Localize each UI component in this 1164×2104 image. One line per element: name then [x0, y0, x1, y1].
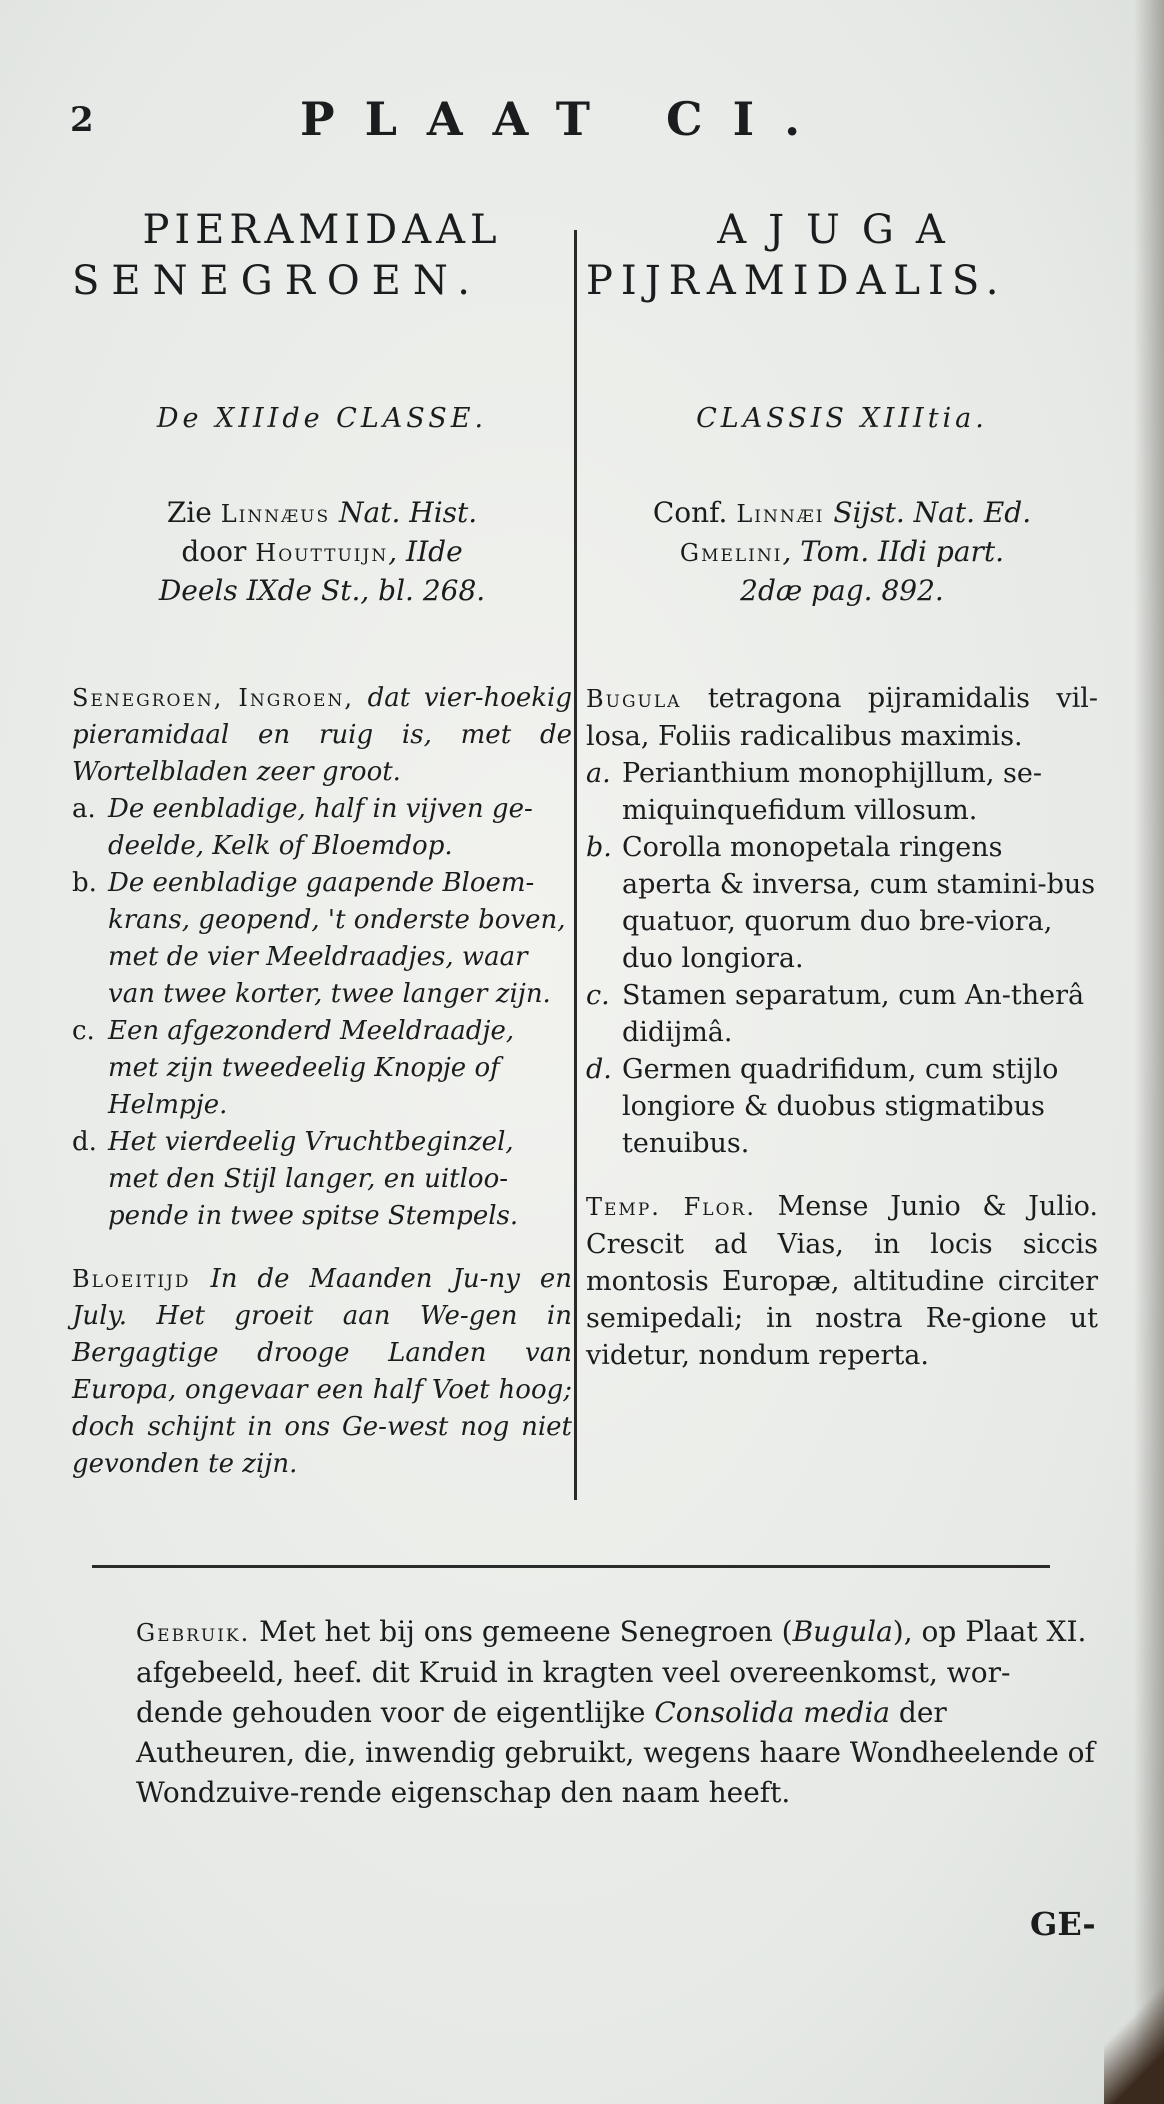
left-ref-author: Linnæus — [220, 500, 331, 528]
right-item-b — [586, 829, 1098, 977]
left-ref-translator: Houttuijn — [255, 539, 389, 567]
right-reference — [586, 494, 1098, 610]
right-item-label: a. — [586, 758, 611, 789]
usage-text: der Autheuren, die, inwendig gebruikt, wegens haare Wondheelende of Wondzuive-rende eigenschap den naam heeft. — [136, 1696, 1095, 1809]
right-desc-lead: Bugula — [586, 685, 682, 713]
usage-latin-name: Bugula — [792, 1615, 893, 1648]
left-item-text: De eenbladige gaapende Bloem-krans, geopend, 't onderste boven, met de vier Meeldraadjes, waar van twee korter, twee langer zijn. — [108, 868, 566, 1009]
right-item-text: Perianthium monophijllum, se-miquinquefidum villosum. — [622, 758, 1042, 826]
left-item-c — [72, 1013, 572, 1124]
left-flowering-text: In de Maanden Ju-ny en July. Het groeit aan We-gen in Bergagtige drooge Landen van Europa, ongevaar een half Voet hoog; doch schijnt in ons Ge-west nog niet gevonden te zijn. — [72, 1264, 572, 1479]
right-item-text: Stamen separatum, cum An-therâ didijmâ. — [622, 980, 1085, 1048]
left-ref-text: Zie — [166, 496, 221, 529]
right-item-d — [586, 1051, 1098, 1162]
left-item-label: b. — [72, 868, 97, 898]
left-description — [72, 680, 572, 1483]
right-flowering-lead: Temp. Flor. — [586, 1193, 756, 1221]
usage-text: ), op Plaat XI. afgebeeld, heef. dit Kruid in kragten veel overeenkomst, wor-dende gehouden voor de eigentlijke — [136, 1615, 1087, 1729]
left-flowering — [72, 1261, 572, 1483]
left-title-line1: PIERAMIDAAL — [142, 207, 502, 253]
catchword: GE- — [1030, 1905, 1096, 1943]
right-item-label: d. — [586, 1054, 612, 1085]
usage-paragraph — [136, 1612, 1096, 1813]
page-corner-shadow — [1104, 1964, 1164, 2104]
left-ref-volume: , IIde — [388, 535, 463, 568]
page-number: 2 — [70, 100, 94, 140]
right-ref-editor: Gmelini — [679, 539, 783, 567]
left-ref-text2: door — [181, 535, 256, 568]
right-item-label: b. — [586, 832, 612, 863]
right-item-a — [586, 755, 1098, 829]
left-item-text: De eenbladige, half in vijven ge-deelde, Kelk of Bloemdop. — [108, 794, 533, 861]
right-item-text: Corolla monopetala ringens aperta & inversa, cum stamini-bus quatuor, quorum duo bre-viora, duo longiora. — [622, 832, 1096, 974]
left-flowering-lead: Bloeitijd — [72, 1265, 191, 1293]
left-title-block — [72, 207, 572, 304]
left-item-label: a. — [72, 794, 96, 824]
left-item-text: Een afgezonderd Meeldraadje, met zijn tweedeelig Knopje of Helmpje. — [108, 1016, 515, 1120]
left-desc-lead: Senegroen, Ingroen, — [72, 684, 354, 712]
page-edge-shadow — [1134, 0, 1164, 2104]
right-item-c — [586, 977, 1098, 1051]
left-item-label: d. — [72, 1127, 97, 1157]
right-flowering — [586, 1188, 1098, 1374]
left-class: De XIIIde CLASSE. — [156, 403, 488, 434]
left-ref-page: Deels IXde St., bl. 268. — [158, 574, 486, 607]
right-ref-author: Linnæi — [736, 500, 825, 528]
right-ref-volume: , Tom. IIdi part. — [782, 535, 1005, 568]
left-desc-text: dat vier-hoekig pieramidaal en ruig is, met de Wortelbladen zeer groot. — [72, 683, 572, 787]
right-class: CLASSIS XIIItia. — [696, 403, 988, 434]
right-description — [586, 680, 1098, 1374]
right-ref-work: Sijst. Nat. Ed. — [824, 496, 1032, 529]
section-rule — [92, 1565, 1050, 1568]
right-title-line2: PIJRAMIDALIS. — [586, 258, 1007, 304]
left-item-b — [72, 865, 572, 1013]
column-divider — [574, 230, 577, 1500]
usage-latin-term: Consolida media — [654, 1696, 890, 1729]
right-item-label: c. — [586, 980, 610, 1011]
plate-header: PLAAT CI. — [300, 92, 831, 146]
left-ref-work: Nat. Hist. — [330, 496, 478, 529]
right-title-line1: AJUGA — [717, 207, 967, 253]
left-title-line2: SENEGROEN. — [72, 258, 483, 304]
left-item-d — [72, 1124, 572, 1235]
right-ref-page: 2dæ pag. 892. — [740, 574, 944, 607]
left-item-a — [72, 791, 572, 865]
left-reference — [72, 494, 572, 610]
left-item-label: c. — [72, 1016, 95, 1046]
usage-lead: Gebruik. — [136, 1619, 251, 1647]
right-desc-text: tetragona pijramidalis vil-losa, Foliis radicalibus maximis. — [586, 683, 1098, 752]
right-flowering-text: Mense Junio & Julio. Crescit ad Vias, in locis siccis montosis Europæ, altitudine circiter semipedali; in nostra Re-gione ut videtur, nondum reperta. — [586, 1191, 1098, 1371]
left-item-text: Het vierdeelig Vruchtbeginzel, met den Stijl langer, en uitloo-pende in twee spitse Stempels. — [108, 1127, 519, 1231]
right-title-block — [586, 207, 1098, 304]
usage-text: Met het bij ons gemeene Senegroen ( — [250, 1615, 793, 1648]
right-item-text: Germen quadrifidum, cum stijlo longiore & duobus stigmatibus tenuibus. — [622, 1054, 1059, 1159]
right-ref-text: Conf. — [652, 496, 737, 529]
